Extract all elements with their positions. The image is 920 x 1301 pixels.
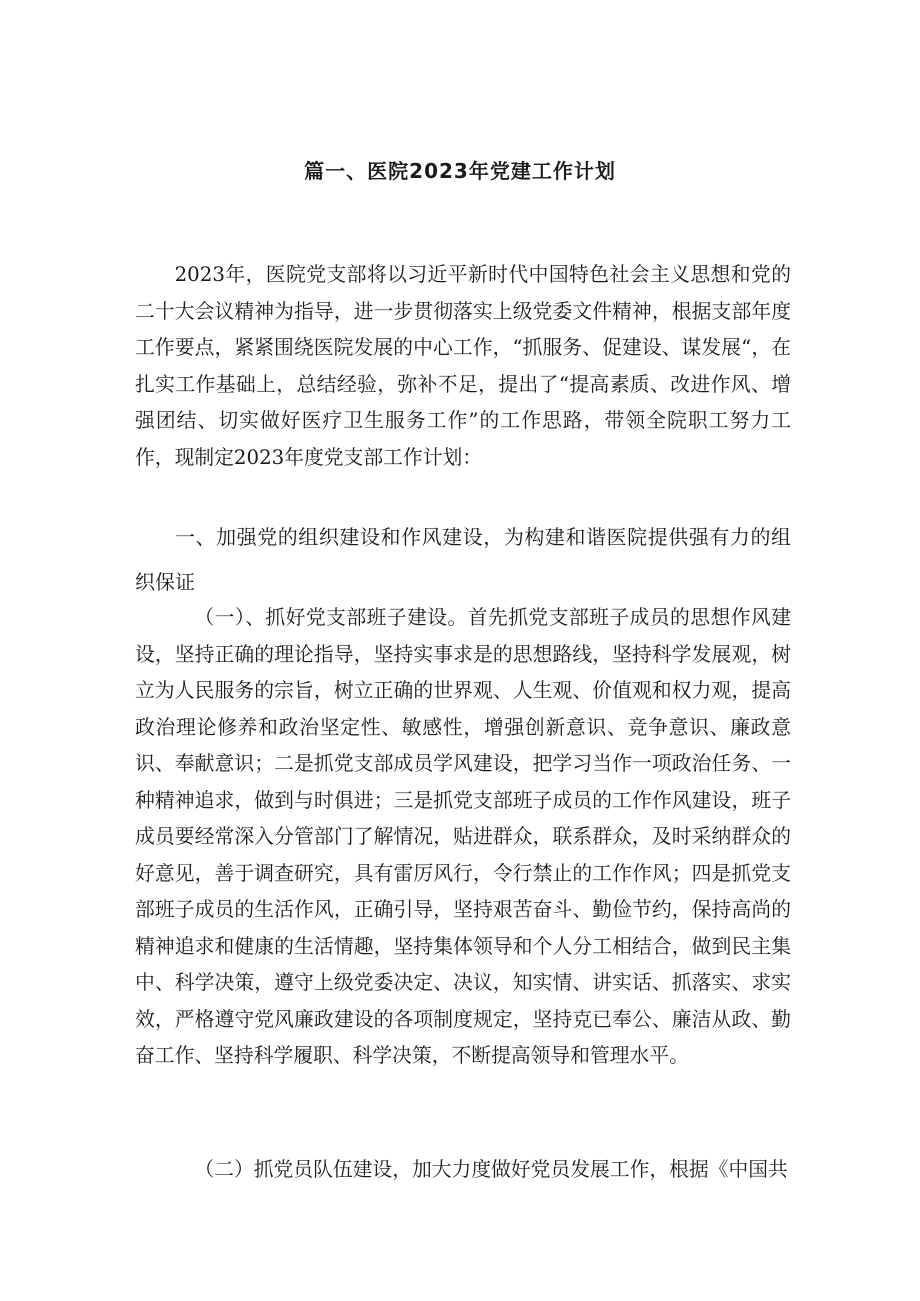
section-heading: 一、加强党的组织建设和作风建设，为构建和谐医院提供强有力的组织保证 — [135, 525, 791, 594]
intro-paragraph: 2023年，医院党支部将以习近平新时代中国特色社会主义思想和党的二十大会议精神为指导，进一步贯彻落实上级党委文件精神，根据支部年度工作要点，紧紧围绕医院发展的中心工作，“抓服务、促建设、谋发展“，在扎实工作基础上，总结经验，弥补不足，提出了“提高素质、改进作风、增强团结、切实做好医疗卫生服务工作”的工作思路，带领全院职工努力工作，现制定2023年度党支部工作计划： — [135, 263, 791, 469]
document-title: 篇一、医院2023年党建工作计划 — [304, 159, 616, 183]
section-item-paragraph: （一）、抓好党支部班子建设。首先抓党支部班子成员的思想作风建设，坚持正确的理论指导，坚持实事求是的思想路线，坚持科学发展观，树立为人民服务的宗旨，树立正确的世界观、人生观、价值观和权力观，提高政治理论修养和政治坚定性、敏感性，增强创新意识、竞争意识、廉政意识、奉献意识；二是抓党支部成员学风建设，把学习当作一项政治任务、一种精神追求，做到与时俱进；三是抓党支部班子成员的工作作风建设，班子成员要经常深入分管部门了解情况，贴进群众，联系群众，及时采纳群众的好意见，善于调查研究，具有雷厉风行，令行禁止的工作作风；四是抓党支部班子成员的生活作风，正确引导，坚持艰苦奋斗、勤俭节约，保持高尚的精神追求和健康的生活情趣，坚持集体领导和个人分工相结合，做到民主集中、科学决策，遵守上级党委决定、决议，知实情、讲实话、抓落实、求实效，严格遵守党风廉政建设的各项制度规定，坚持克已奉公、廉洁从政、勤奋工作、坚持科学履职、科学决策，不断提高领导和管理水平。 — [135, 606, 791, 1067]
section-item-paragraph: （二）抓党员队伍建设，加大力度做好党员发展工作，根据《中国共 — [194, 1158, 788, 1181]
